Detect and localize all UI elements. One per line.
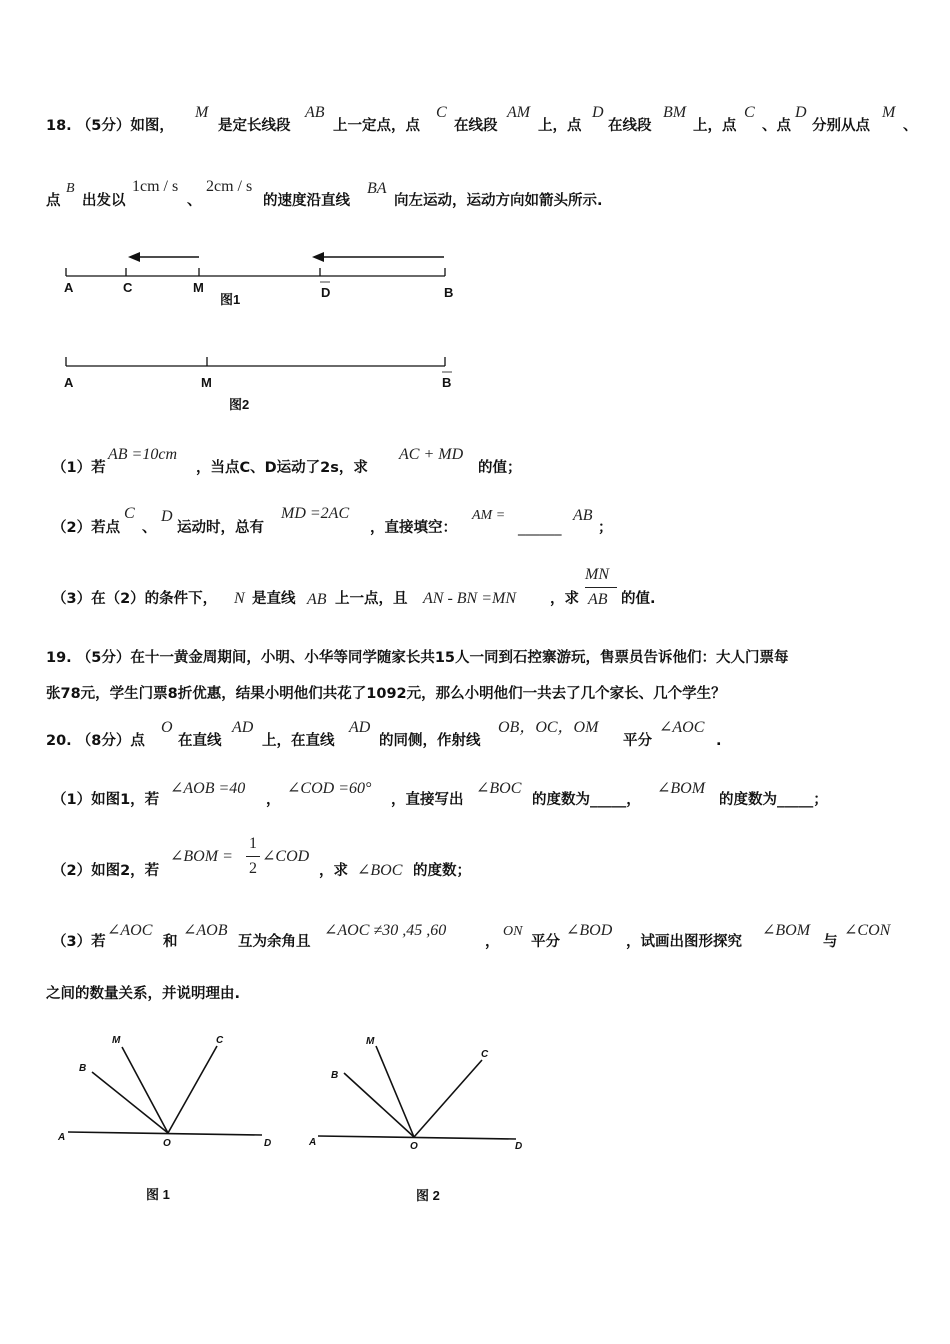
fig1-label-A: A — [64, 280, 74, 295]
math-angle: ∠AOC — [107, 922, 153, 939]
q18-text: 、 — [187, 193, 202, 209]
fig1-label-B: B — [79, 1063, 87, 1074]
fraction-denominator: 2 — [249, 860, 257, 877]
math-C: C — [436, 104, 447, 121]
math-BM: BM — [663, 104, 687, 121]
math-expr: ∠COD =60° — [287, 780, 372, 797]
fig1-label-C: C — [123, 280, 133, 295]
q20-p2-text: （2）如图2，若 — [52, 863, 160, 879]
q18-text: 在线段 — [454, 118, 498, 134]
q18-text: 上，点 — [693, 118, 737, 134]
q18-text: 点 — [46, 193, 61, 209]
q20-figure-2 — [308, 1036, 522, 1203]
q20-p3-text: ，试画出图形探究 — [626, 934, 742, 950]
q20-p3-text: 互为余角且 — [238, 934, 311, 950]
q18-intro: 18. （5分）如图， — [46, 118, 174, 134]
math-C: C — [744, 104, 755, 121]
q20-text: 的同侧，作射线 — [379, 733, 481, 749]
q18-p1-text: 的值； — [478, 460, 522, 476]
math-AM: AM — [507, 104, 531, 121]
math-speed1: 1cm / s — [132, 178, 179, 195]
fig2-label-D: D — [515, 1141, 523, 1152]
q20-p1-text: 的度数为_____， — [532, 792, 641, 808]
math-angle: ∠BOM — [657, 780, 706, 797]
q18-p2-text: ，直接填空： — [370, 520, 457, 536]
q18-text: 是定长线段 — [218, 118, 291, 134]
fig2-label-B: B — [442, 375, 452, 390]
q18-p3-text: （3）在（2）的条件下， — [52, 591, 218, 607]
q20-text: 在直线 — [178, 733, 222, 749]
math-AD: AD — [349, 719, 371, 736]
q20-p2-text: ，求 — [319, 863, 348, 879]
math-expr: AC + MD — [399, 446, 464, 463]
q18-text: 的速度沿直线 — [263, 193, 350, 209]
q18-text: 在线段 — [608, 118, 652, 134]
q20-p3-text: 平分 — [531, 934, 560, 950]
fig1-label-D: D — [264, 1138, 272, 1149]
math-angle: ∠BOD — [566, 922, 613, 939]
q20-text: . — [716, 733, 722, 749]
math-AD: AD — [232, 719, 254, 736]
fig2-label-A: A — [309, 1137, 317, 1148]
q20-figure-1 — [57, 1035, 271, 1202]
q20-p1-text: （1）如图1，若 — [52, 792, 160, 808]
fig2-label-B: B — [331, 1070, 339, 1081]
math-rays: OB，OC，OM — [498, 719, 599, 736]
q18-p3-text: 上一点，且 — [335, 591, 408, 607]
math-D: D — [592, 104, 604, 121]
q18-text: 上一定点，点 — [333, 118, 420, 134]
q20-p1-text: ，直接写出 — [391, 792, 464, 808]
q20-p3-text: ， — [485, 934, 500, 950]
q20-p3-text: （3）若 — [52, 934, 106, 950]
math-O: O — [161, 719, 173, 736]
math-angle: ∠BOC — [357, 862, 403, 879]
q18-text: 上，点 — [538, 118, 582, 134]
fig1-caption: 图1 — [220, 292, 241, 307]
fig2-label-M: M — [201, 375, 212, 390]
fig1-label-O: O — [163, 1138, 171, 1149]
q18-text: 、 — [903, 118, 918, 134]
q20-p1-text: 的度数为_____； — [719, 792, 828, 808]
q18-p1-text: （1）若 — [52, 460, 106, 476]
q18-p2-text: （2）若点 — [52, 520, 121, 536]
fig2-label-A: A — [64, 375, 74, 390]
fraction-denominator: AB — [588, 591, 608, 608]
math-N: N — [234, 590, 245, 607]
math-expr: MD =2AC — [281, 505, 350, 522]
math-AB: AB — [305, 104, 325, 121]
math-expr: AN - BN =MN — [423, 590, 517, 607]
q18-p1-text: ，当点C、D运动了2s，求 — [196, 460, 368, 476]
fig1-label-B: B — [444, 285, 454, 300]
math-angle: ∠AOC — [659, 719, 705, 736]
math-AB: AB — [573, 507, 593, 524]
fig2-label-C: C — [481, 1049, 489, 1060]
q20-text: 平分 — [623, 733, 652, 749]
q20-p1-text: ， — [266, 792, 281, 808]
q19-line2: 张78元，学生门票8折优惠，结果小明他们共花了1092元，那么小明他们一共去了几个家长、几个学生？ — [46, 686, 726, 702]
math-expr: AB =10cm — [108, 446, 177, 463]
math-D: D — [795, 104, 807, 121]
q18-text: 向左运动，运动方向如箭头所示. — [394, 193, 603, 209]
math-expr: AM = — [472, 508, 506, 523]
fig2-label-O: O — [410, 1141, 418, 1152]
q20-p3-line2: 之间的数量关系，并说明理由. — [46, 986, 241, 1002]
math-D: D — [161, 508, 173, 525]
fig2-caption: 图2 — [229, 397, 250, 412]
fig1-label-M: M — [193, 280, 204, 295]
fig2-label-M: M — [366, 1036, 375, 1047]
q20-text: 上，在直线 — [262, 733, 335, 749]
math-angle: ∠AOB — [183, 922, 228, 939]
q20-p3-text: 和 — [163, 934, 178, 950]
math-BA: BA — [367, 180, 387, 197]
fig1-label-A: A — [58, 1132, 66, 1143]
math-angle: ∠BOC — [476, 780, 522, 797]
math-M: M — [882, 104, 896, 121]
fig1-label-C: C — [216, 1035, 224, 1046]
fig1-label-M: M — [112, 1035, 121, 1046]
fig1-label-D: D — [321, 285, 331, 300]
math-C: C — [124, 505, 135, 522]
q20-text: 20. （8分）点 — [46, 733, 145, 749]
math-expr: ∠BOM = — [170, 848, 233, 865]
fill-blank: ______ — [518, 520, 562, 536]
math-expr: ∠AOB =40 — [170, 780, 246, 797]
q18-p2-text: ； — [598, 520, 613, 536]
math-B: B — [66, 181, 75, 196]
math-ON: ON — [503, 924, 523, 939]
math-AB: AB — [307, 591, 327, 608]
q18-p2-text: 运动时，总有 — [177, 520, 264, 536]
fraction-numerator: MN — [585, 566, 609, 583]
math-angle: ∠CON — [844, 922, 891, 939]
q18-p3-text: 的值. — [621, 591, 656, 607]
q18-text: 分别从点 — [812, 118, 870, 134]
fraction-numerator: 1 — [249, 835, 257, 852]
q20-p3-text: 与 — [823, 934, 838, 950]
q18-p3-text: 是直线 — [252, 591, 296, 607]
q18-text: 、点 — [762, 118, 791, 134]
math-M: M — [195, 104, 209, 121]
math-speed2: 2cm / s — [206, 178, 253, 195]
math-angle: ∠BOM — [762, 922, 811, 939]
q18-text: 出发以 — [82, 193, 126, 209]
q20-p2-text: 的度数； — [413, 863, 471, 879]
q18-p2-text: 、 — [142, 520, 157, 536]
math-angle: ∠COD — [262, 848, 310, 865]
fig2-caption: 图 2 — [416, 1188, 440, 1203]
fig1-caption: 图 1 — [146, 1187, 170, 1202]
q19-line1: 19. （5分）在十一黄金周期间，小明、小华等同学随家长共15人一同到石控寨游玩，售票员告诉他们：大人门票每 — [46, 650, 789, 666]
q18-p3-text: ，求 — [550, 591, 579, 607]
math-expr: ∠AOC ≠30 ,45 ,60 — [324, 922, 447, 939]
